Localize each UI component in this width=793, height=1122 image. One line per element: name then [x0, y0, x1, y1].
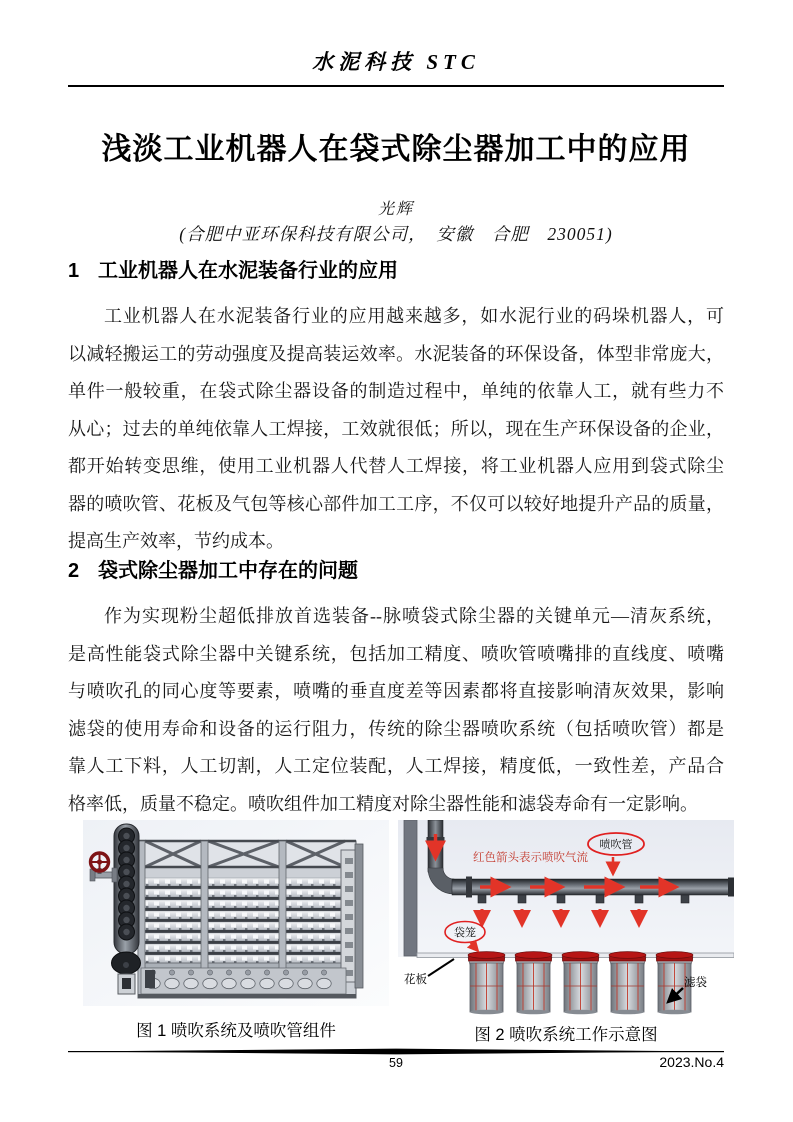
blow-pipe-rows — [140, 878, 350, 966]
body-line: 从心；过去的单纯依靠人工焊接，工效就很低；所以，现在生产环保设备的企业， — [68, 418, 724, 439]
author-name: 光辉 — [377, 201, 414, 218]
figure-1-caption: 图 1 喷吹系统及喷吹管组件 — [136, 1022, 336, 1040]
figure2-illustration — [398, 820, 734, 1015]
section-title: 工业机器人在水泥装备行业的应用 — [98, 260, 398, 282]
footer-rule — [68, 1048, 724, 1055]
figures-row — [68, 820, 724, 1045]
body-line: 格率低，质量不稳定。喷吹组件加工精度对除尘器性能和滤袋寿命有一定影响。 — [68, 793, 698, 814]
body-line: 单件一般较重，在袋式除尘器设备的制造过程中，单纯的依靠人工，就有些力不 — [68, 381, 724, 401]
body-line: 是高性能袋式除尘器中关键系统，包括加工精度、喷吹管喷嘴排的直线度、喷嘴 — [68, 643, 724, 664]
body-line: 器的喷吹管、花板及气包等核心部件加工工序，不仅可以较好地提升产品的质量， — [68, 493, 724, 514]
svg-text:花板: 花板 — [404, 974, 427, 986]
header-rule — [68, 85, 724, 87]
chamber-wall — [404, 820, 417, 956]
figure1-illustration — [83, 820, 389, 1006]
svg-text:滤袋: 滤袋 — [684, 977, 707, 989]
section-title: 袋式除尘器加工中存在的问题 — [98, 560, 358, 582]
figure-2 — [398, 820, 734, 1045]
figure-2-caption: 图 2 喷吹系统工作示意图 — [474, 1026, 658, 1044]
body-line: 滤袋的使用寿命和设备的运行阻力，传统的除尘器喷吹系统（包括喷吹管）都是 — [68, 718, 724, 739]
filter-bags — [468, 952, 693, 1015]
body-line: 工业机器人在水泥装备行业的应用越来越多，如水泥行业的码垛机器人，可 — [104, 306, 724, 326]
figure-1 — [83, 820, 389, 1041]
author-affiliation: (合肥中亚环保科技有限公司， 安徽 合肥 230051) — [179, 224, 613, 244]
body-line: 作为实现粉尘超低排放首选装备--脉喷袋式除尘器的关键单元—清灰系统， — [104, 606, 724, 626]
svg-text:袋笼: 袋笼 — [454, 927, 476, 939]
section-2-heading — [68, 558, 724, 584]
article-title: 浅淡工业机器人在袋式除尘器加工中的应用 — [101, 133, 691, 166]
svg-text:喷吹管: 喷吹管 — [599, 839, 633, 851]
section-number: 2 — [68, 560, 80, 582]
section-number: 1 — [68, 260, 80, 282]
air-header-tank — [112, 824, 141, 994]
body-line: 靠人工下料，人工切割，人工定位装配，人工焊接，精度低，一致性差，产品合 — [68, 756, 724, 776]
body-line: 提高生产效率，节约成本。 — [68, 531, 284, 551]
label-tube-sheet — [404, 959, 454, 986]
section-1-paragraph — [68, 298, 724, 561]
issue-number: 2023.No.4 — [659, 1054, 724, 1070]
page-content — [68, 0, 724, 1122]
body-line: 与喷吹孔的同心度等要素，喷嘴的垂直度差等因素都将直接影响清灰效果，影响 — [68, 681, 724, 701]
valve-handwheel-icon — [91, 853, 109, 871]
journal-header: 水泥科技 STC — [312, 50, 480, 74]
body-line: 都开始转变思维，使用工业机器人代替人工焊接，将工业机器人应用到袋式除尘 — [68, 456, 724, 476]
section-1-heading — [68, 258, 724, 284]
page-number: 59 — [389, 1056, 403, 1070]
section-2-paragraph — [68, 598, 724, 823]
right-clip-panel — [341, 844, 363, 988]
body-line: 以减轻搬运工的劳动强度及提高装运效率。水泥装备的环保设备，体型非常庞大， — [68, 343, 724, 364]
bottom-flange-panel — [138, 968, 356, 998]
label-airflow-note: 红色箭头表示喷吹气流 — [473, 852, 588, 864]
